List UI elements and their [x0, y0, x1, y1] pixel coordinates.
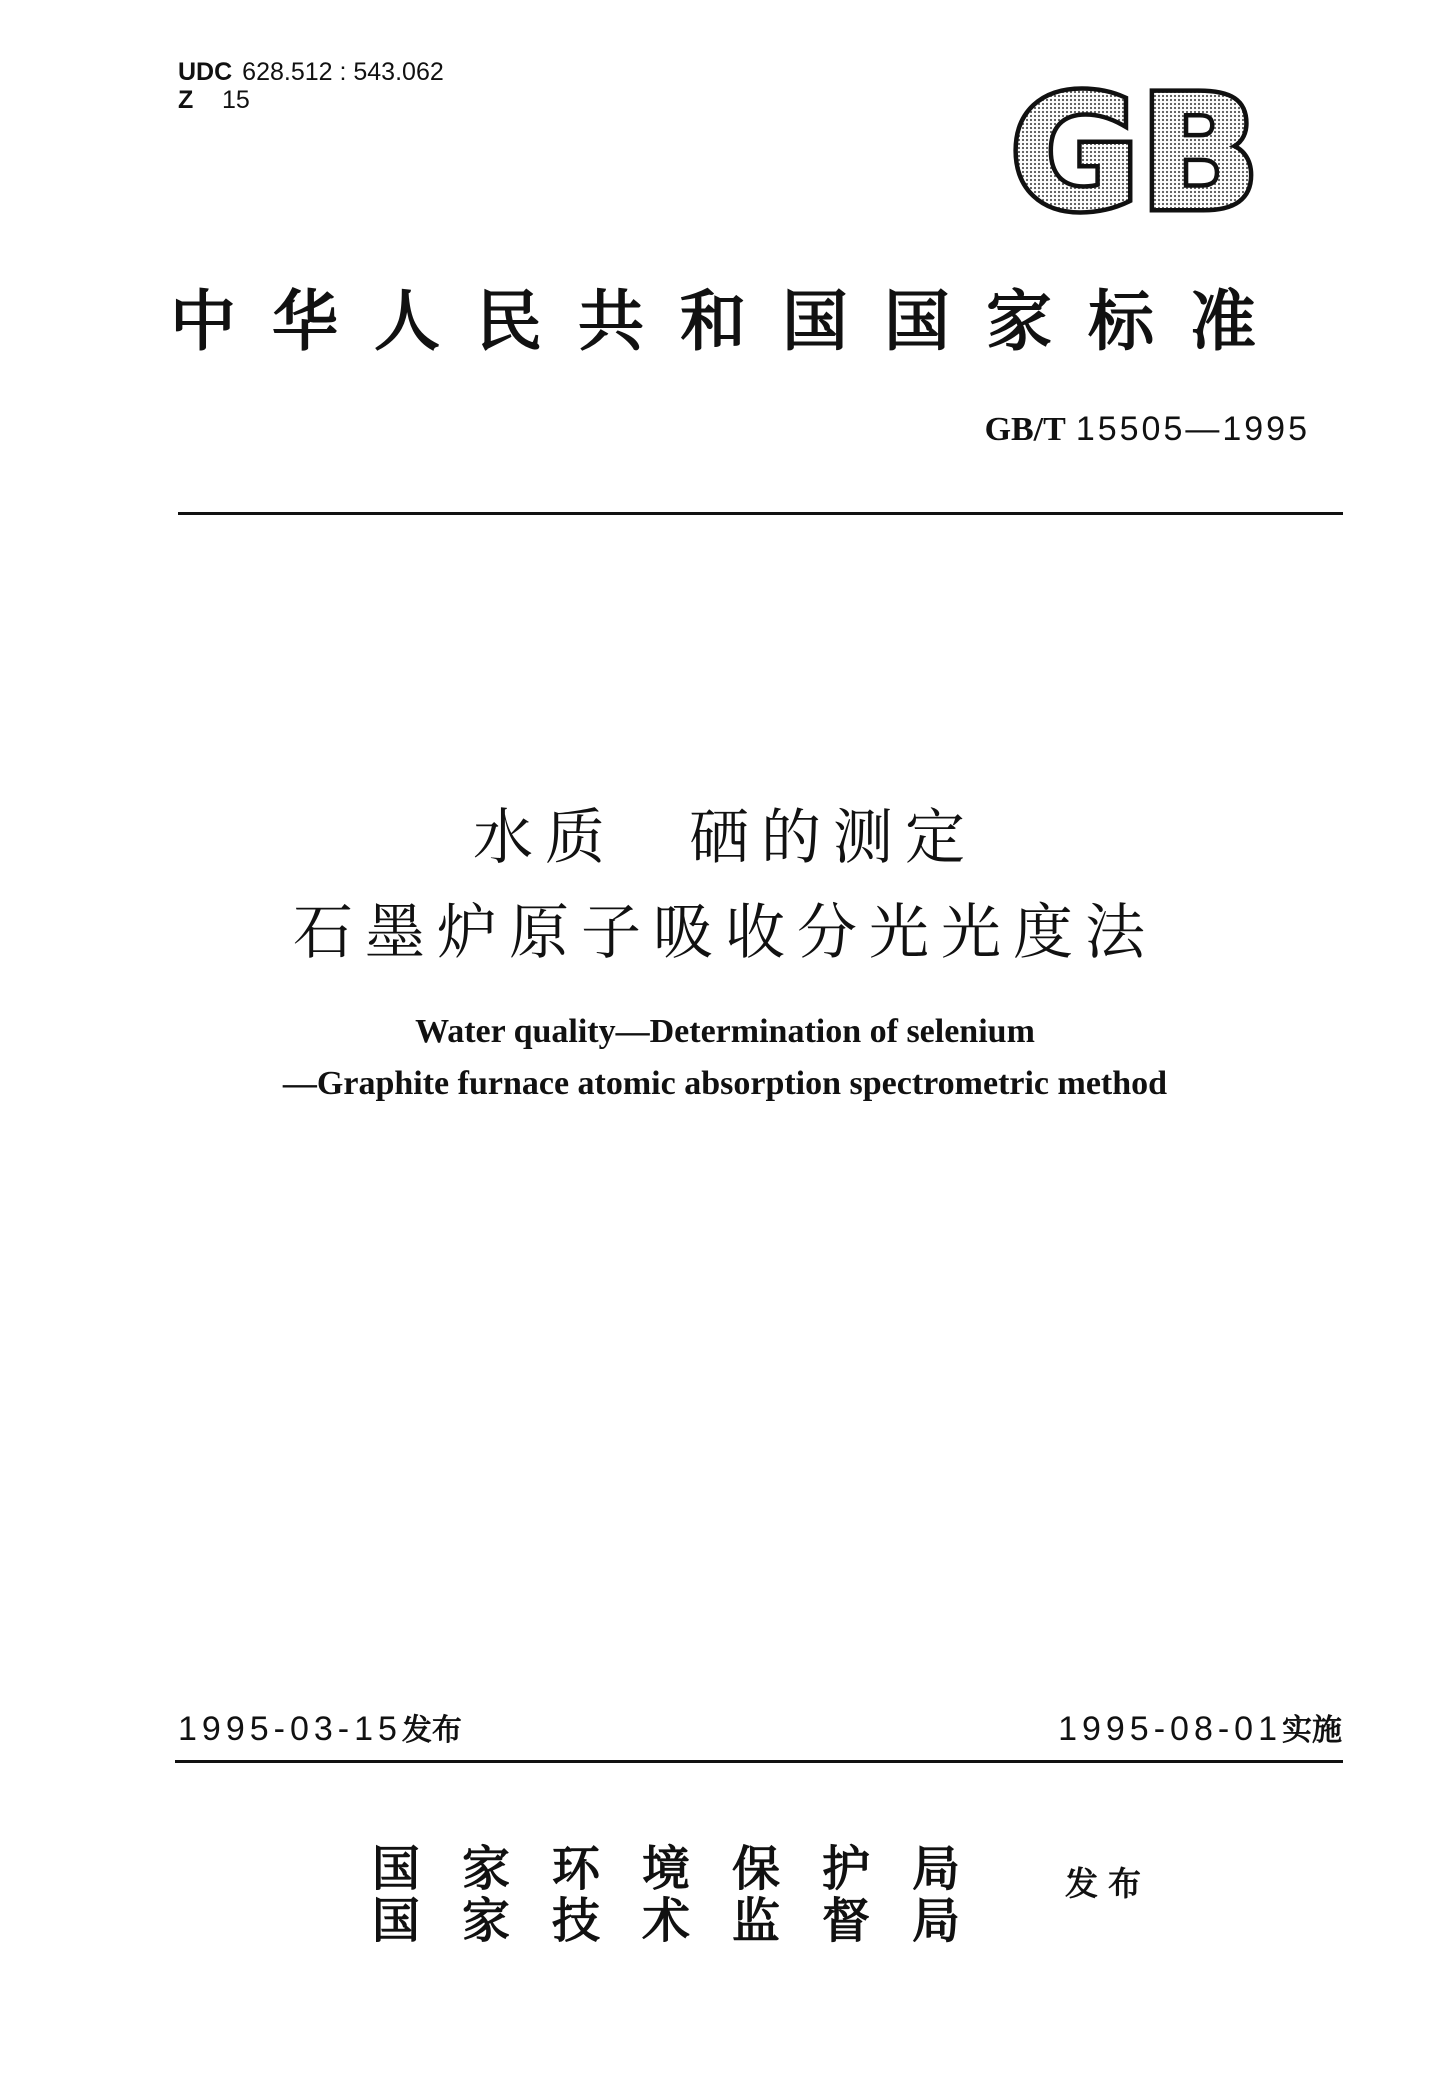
- gb-logo: [1005, 78, 1265, 228]
- implementation-date-suffix: 实施: [1282, 1713, 1342, 1748]
- issue-date-suffix: 发布: [401, 1713, 462, 1748]
- gb-logo-text: GB: [1010, 78, 1260, 228]
- z-label: Z: [178, 86, 194, 114]
- udc-label: UDC: [178, 58, 233, 86]
- english-title-line-2: —Graphite furnace atomic absorption spectrometric method: [282, 1065, 1168, 1102]
- implementation-date-value: 1995-08-01: [1058, 1710, 1282, 1748]
- implementation-date: [1058, 1705, 1342, 1749]
- z-line: [178, 86, 444, 114]
- standard-number: [985, 410, 1310, 449]
- standard-code: 15505—1995: [1075, 410, 1310, 448]
- classification-codes: [178, 58, 444, 114]
- publish-label: 发布: [1065, 1864, 1151, 1903]
- national-standard-title: 中华人民共和国国家标准: [170, 283, 1292, 360]
- issuer-line-1: 国家环境保护局: [372, 1841, 1003, 1897]
- english-title-line-1: Water quality—Determination of selenium: [415, 1013, 1035, 1050]
- issue-date: [178, 1705, 462, 1749]
- chinese-title-line-1: 水质 硒的测定: [473, 803, 977, 873]
- top-divider: [178, 512, 1343, 515]
- issue-date-value: 1995-03-15: [178, 1710, 402, 1748]
- issuer-line-2: 国家技术监督局: [372, 1893, 1003, 1949]
- z-value: 15: [222, 86, 250, 114]
- bottom-divider: [175, 1760, 1343, 1763]
- chinese-title-line-2: 石墨炉原子吸收分光光度法: [293, 898, 1157, 968]
- standard-prefix: GB/T: [984, 411, 1066, 448]
- udc-value: 628.512 : 543.062: [242, 58, 444, 86]
- udc-line: [178, 58, 444, 86]
